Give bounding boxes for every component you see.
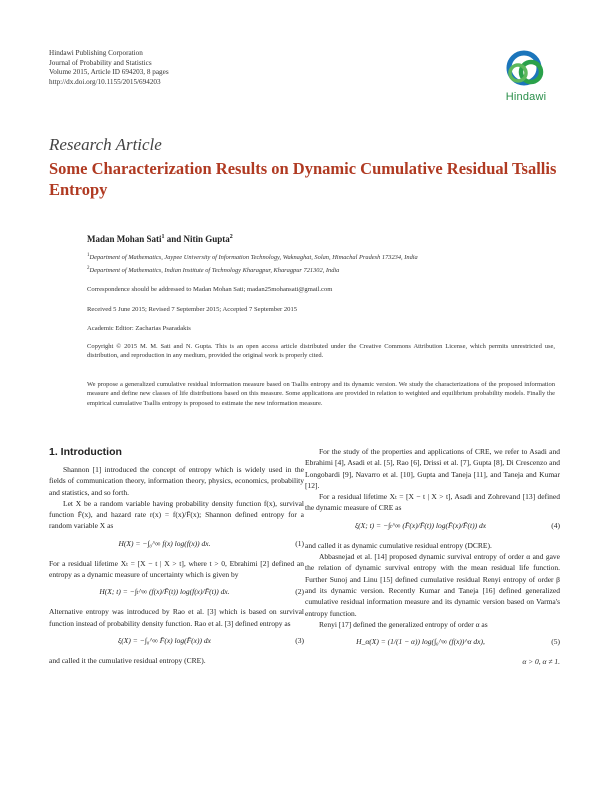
equation-number: (4)	[551, 520, 560, 530]
doi-link[interactable]: http://dx.doi.org/10.1155/2015/694203	[49, 77, 161, 86]
equation-2	[49, 580, 304, 606]
author-name: Nitin Gupta	[183, 234, 230, 244]
received-dates: Received 5 June 2015; Revised 7 September 2015; Accepted 7 September 2015	[87, 306, 298, 313]
paragraph: For a residual lifetime Xₜ = [X − t | X > t], where t > 0, Ebrahimi [2] defined an entropy as a dynamic measure of uncertainty which is given by	[49, 558, 304, 580]
equation-3	[49, 629, 304, 655]
equation-condition: α > 0, α ≠ 1.	[522, 657, 560, 667]
volume-info: Volume 2015, Article ID 694203, 8 pages	[49, 68, 169, 77]
right-column	[305, 446, 560, 667]
equation-body: ξ(X) = −∫₀^∞ F̄(x) log(F̄(x)) dx	[118, 635, 211, 645]
paragraph: Shannon [1] introduced the concept of entropy which is widely used in the fields of communication theory, information theory, physics, economics, probability and statistics, and so forth.	[49, 465, 304, 497]
paragraph: For the study of the properties and applications of CRE, we refer to Asadi and Ebrahimi [4], Asadi et al. [5], Rao [6], Drissi et al. [7], Gupta [8], Di Crescenzo and Longobardi [9], Navarro et al. [10], Gupta and Taneja [11], and Taneja and Kumar [12].	[305, 447, 560, 490]
affiliation-text: Department of Mathematics, Jaypee University of Information Technology, Waknaghat, Solan, Himachal Pradesh 173234, India	[89, 254, 418, 262]
abstract-text: We propose a generalized cumulative residual information measure based on Tsallis entropy and its dynamic version. We study the characterizations of the proposed information measure and define new classes of life distributions based on this measure. Some applications are provided in relation to weighted and equilibrium probability models. Finally the empirical cumulative Tsallis entropy is proposed to estimate the new information measure.	[87, 381, 555, 407]
section-heading: 1. Introduction	[49, 446, 122, 458]
journal-header	[49, 49, 169, 87]
paragraph: Alternative entropy was introduced by Rao et al. [3] which is based on survival function instead of probability density function. Rao et al. [3] defined entropy as	[49, 607, 304, 628]
journal-name: Journal of Probability and Statistics	[49, 58, 152, 67]
author-list	[87, 234, 233, 244]
paragraph: Renyi [17] defined the generalized entropy of order α as	[319, 619, 488, 629]
author-name: Madan Mohan Sati	[87, 234, 162, 244]
left-column	[49, 464, 304, 666]
publisher-name: Hindawi Publishing Corporation	[49, 49, 143, 57]
paragraph: Let X be a random variable having probability density function f(x), survival function F̄(x), and hazard rate r(x) = f(x)/F̄(x); Shannon defined entropy for a random variable X as	[49, 498, 304, 531]
equation-number: (1)	[295, 538, 304, 548]
equation-5	[305, 630, 560, 656]
affiliation-2	[87, 266, 557, 274]
paragraph: For a residual lifetime Xₜ = [X − t | X > t], Asadi and Zohrevand [13] defined the dynamic measure of CRE as	[305, 492, 560, 513]
affiliation-marker: 1	[161, 234, 165, 240]
equation-4	[305, 514, 560, 540]
equation-body: H_α(X) = (1/(1 − α)) log(∫₀^∞ (f(x))^α dx),	[356, 637, 485, 647]
equation-body: ξ(X; t) = −∫ₜ^∞ (F̄(x)/F̄(t)) log(F̄(x)/F̄(t)) dx	[354, 520, 487, 530]
equation-1	[49, 532, 304, 558]
article-type-label: Research Article	[49, 135, 162, 154]
equation-number: (2)	[295, 587, 304, 597]
affiliation-marker: 2	[229, 234, 233, 240]
paragraph: and called it as dynamic cumulative residual entropy (DCRE).	[305, 540, 492, 550]
paragraph: and called it the cumulative residual entropy (CRE).	[49, 655, 206, 665]
affiliation-marker: 2	[87, 266, 90, 271]
paragraph: Abbasnejad et al. [14] proposed dynamic survival entropy of order α and gave the relation of dynamic survival entropy with the mean residual life function. Further Sunoj and Linu [15] defined cumulative residual Renyi entropy of order β and its dynamic version. Recently Kumar and Taneja [16] defined generalized cumulative residual information measure and its dynamic version based on Varma's entropy function.	[305, 552, 560, 618]
article-title: Some Characterization Results on Dynamic Cumulative Residual Tsallis Entropy	[49, 159, 557, 199]
copyright-notice: Copyright © 2015 M. M. Sati and N. Gupta. This is an open access article distributed under the Creative Commons Attribution License, which permits unrestricted use, distribution, and reproduction in any medium, provided the original work is properly cited.	[87, 343, 555, 360]
academic-editor: Academic Editor: Zacharias Psaradakis	[87, 325, 191, 332]
correspondence-line: Correspondence should be addressed to Madan Mohan Sati; madan25mohansati@gmail.com	[87, 286, 333, 293]
hindawi-logo-text: Hindawi	[505, 91, 547, 103]
equation-body: H(X; t) = −∫ₜ^∞ (f(x)/F̄(t)) log(f(x)/F̄(t)) dx.	[99, 587, 230, 597]
equation-body: H(X) = −∫₀^∞ f(x) log(f(x)) dx.	[118, 538, 211, 548]
affiliation-1	[87, 253, 557, 261]
equation-number: (3)	[295, 635, 304, 645]
author-conjunction: and	[164, 234, 184, 244]
affiliation-marker: 1	[87, 253, 90, 258]
equation-number: (5)	[551, 637, 560, 647]
affiliation-text: Department of Mathematics, Indian Institute of Technology Kharagpur, Kharagpur 721302, India	[89, 267, 340, 275]
